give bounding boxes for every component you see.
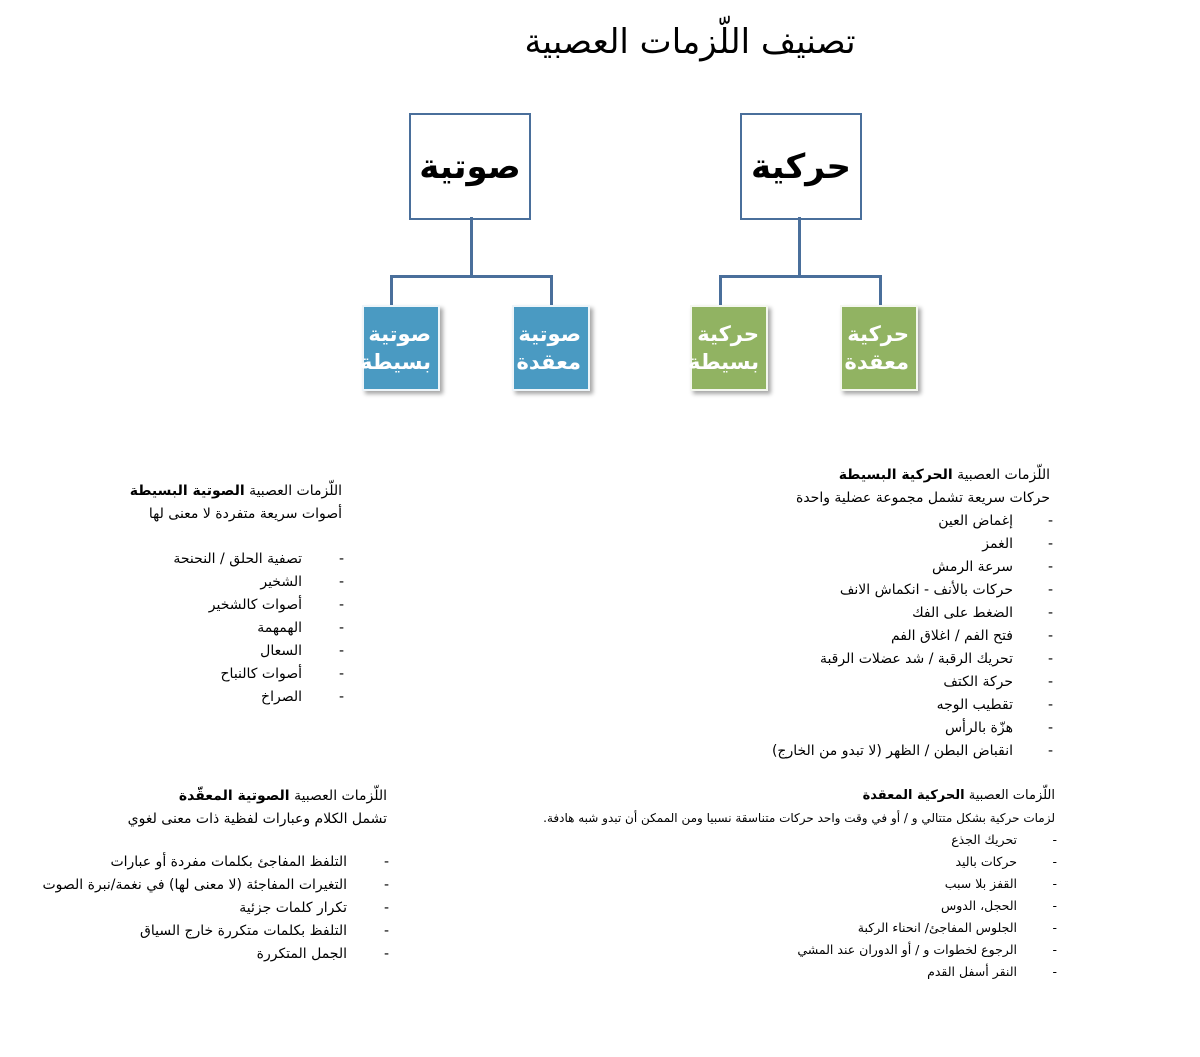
list-item: - تقطيب الوجه [936, 697, 1053, 713]
list-item: - الضغط على الفك [912, 605, 1053, 621]
list-item: - الهمهمة [257, 620, 344, 636]
motor-simple-list [550, 510, 1053, 763]
heading-prefix: اللّزمات العصبية [249, 483, 342, 499]
list-item: - فتح الفم / اغلاق الفم [890, 628, 1053, 644]
list-item: - القفز بلا سبب [944, 876, 1057, 891]
list-item: - الجمل المتكررة [256, 946, 389, 962]
vocal-simple-label: صوتية بسيطة [359, 322, 431, 374]
list-item: - سرعة الرمش [932, 559, 1053, 575]
list-item: - حركات باليد [955, 854, 1057, 869]
page-title: تصنيف اللّزمات العصبية [524, 22, 856, 62]
list-item: - إغماض العين [938, 513, 1053, 529]
list-item: - الغمز [982, 536, 1053, 552]
list-item: - هزّة بالرأس [944, 720, 1053, 736]
motor-complex-drop-line [879, 275, 882, 306]
heading-prefix: اللّزمات العصبية [957, 467, 1050, 483]
heading-prefix: اللّزمات العصبية [968, 788, 1055, 803]
list-item: - السعال [260, 643, 344, 659]
motor-simple-label: حركية بسيطة [687, 322, 759, 374]
classification-tree [0, 0, 1200, 420]
motor-category-box: حركية [740, 113, 862, 220]
motor-complex-section [475, 785, 1055, 983]
motor-complex-description: لزمات حركية بشكل متتالي و / أو في وقت واحد حركات متناسقة نسبيا ومن الممكن أن تبدو شبه هادفة. [543, 811, 1055, 825]
vocal-category-box: صوتية [409, 113, 531, 220]
motor-simple-box [687, 305, 768, 391]
vocal-simple-box [359, 305, 440, 391]
list-item: - حركة الكتف [943, 674, 1053, 690]
vocal-complex-description: تشمل الكلام وعبارات لفظية ذات معنى لغوي [127, 811, 387, 827]
list-item: - انقباض البطن / الظهر (لا تبدو من الخارج) [771, 743, 1053, 759]
list-item: - الشخير [260, 574, 344, 590]
heading-bold: الصوتية المعقّدة [178, 788, 290, 804]
motor-complex-label: حركية معقدة [844, 322, 909, 374]
list-item: - النقر أسفل القدم [927, 964, 1057, 979]
motor-stem-line [798, 217, 801, 276]
motor-simple-drop-line [719, 275, 722, 306]
list-item: - تصفية الحلق / النحنحة [173, 551, 344, 567]
vocal-stem-line [470, 217, 473, 276]
list-item: - حركات بالأنف - انكماش الانف [839, 582, 1053, 598]
heading-bold: الصوتية البسيطة [129, 483, 245, 499]
heading-bold: الحركية المعقدة [862, 788, 965, 803]
motor-complex-list [475, 829, 1055, 983]
list-item: - تكرار كلمات جزئية [239, 900, 389, 916]
vocal-complex-heading [7, 785, 387, 808]
vocal-simple-section [22, 480, 342, 709]
motor-branch-line [719, 275, 882, 278]
motor-complex-box [840, 305, 918, 391]
list-item: - التلفظ بكلمات متكررة خارج السياق [140, 923, 389, 939]
list-item: - أصوات كالشخير [208, 597, 344, 613]
vocal-simple-drop-line [390, 275, 393, 306]
vocal-complex-list [7, 851, 387, 966]
heading-bold: الحركية البسيطة [838, 467, 953, 483]
vocal-complex-label: صوتية معقدة [516, 322, 581, 374]
vocal-complex-section [7, 785, 387, 966]
vocal-branch-line [390, 275, 553, 278]
list-item: - التلفظ المفاجئ بكلمات مفردة أو عبارات [110, 854, 389, 870]
list-item: - تحريك الرقبة / شد عضلات الرقبة [819, 651, 1053, 667]
list-item: - تحريك الجذع [951, 832, 1057, 847]
vocal-simple-heading [22, 480, 342, 503]
list-item: - الجلوس المفاجئ/ انحناء الركبة [857, 920, 1057, 935]
list-item: - أصوات كالنباح [220, 666, 344, 682]
vocal-complex-drop-line [550, 275, 553, 306]
vocal-complex-box [512, 305, 590, 391]
vocal-simple-description: أصوات سريعة متفردة لا معنى لها [148, 506, 342, 522]
vocal-simple-list [22, 548, 342, 709]
motor-simple-heading [550, 464, 1050, 487]
list-item: - الرجوع لخطوات و / أو الدوران عند المشي [797, 942, 1057, 957]
list-item: - التغيرات المفاجئة (لا معنى لها) في نغمة/نبرة الصوت [42, 877, 389, 893]
motor-simple-section [550, 464, 1053, 763]
motor-simple-description: حركات سريعة تشمل مجموعة عضلية واحدة [795, 490, 1050, 506]
heading-prefix: اللّزمات العصبية [294, 788, 387, 804]
list-item: - الصراخ [261, 689, 344, 705]
list-item: - الحجل، الدوس [940, 898, 1057, 913]
motor-complex-heading [475, 785, 1055, 807]
